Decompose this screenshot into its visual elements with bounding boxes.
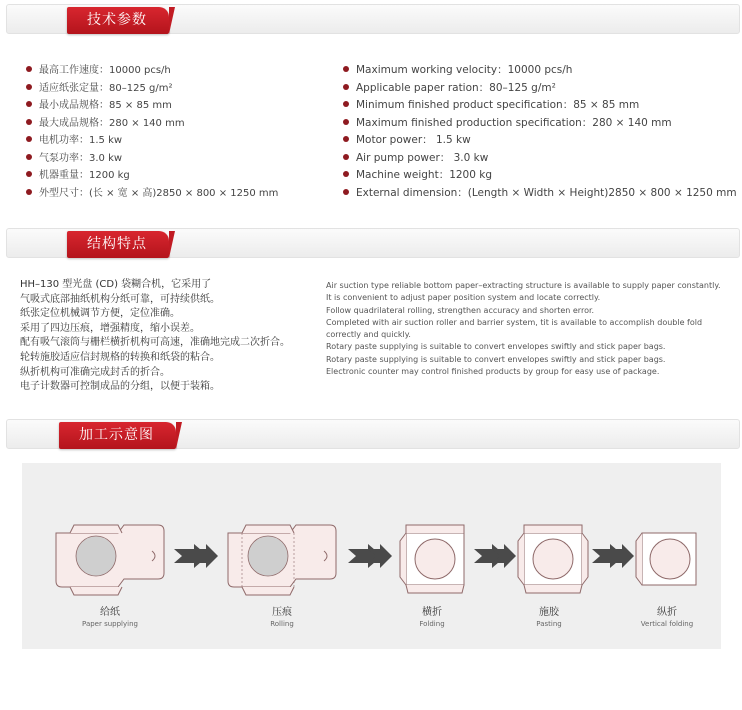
structure-text-en: [326, 280, 734, 378]
structure-en-line: Electronic counter may control finished products by group for easy use of package.: [326, 367, 660, 377]
bullet-icon: [343, 171, 349, 177]
step-label-cn: 施胶: [539, 607, 559, 618]
structure-cn-line: 电子计数器可控制成品的分组，以便于装箱。: [20, 381, 220, 393]
arrow-icon: [174, 544, 218, 568]
spec-en-item: Applicable paper ration：80–125 g/m²: [343, 80, 737, 98]
step-label-en: Pasting: [536, 620, 562, 628]
specs-header-bar: [6, 4, 740, 34]
structure-en-line: It is convenient to adjust paper position system and locate correctly.: [326, 293, 601, 303]
blank-folding: [400, 525, 464, 593]
spec-en-item: Air pump power： 3.0 kw: [343, 150, 737, 168]
step-label-folding: [382, 606, 482, 629]
step-label-en: Folding: [419, 620, 445, 628]
step-label-en: Vertical folding: [640, 620, 694, 628]
bullet-icon: [26, 154, 32, 160]
step-label-paper-supplying: [60, 606, 160, 629]
step-label-en: Rolling: [270, 620, 294, 628]
structure-en-line: Follow quadrilateral rolling, strengthen accuracy and shorten error.: [326, 305, 595, 315]
spec-en-item: Maximum finished production specification：280 × 140 mm: [343, 115, 737, 133]
structure-text-cn: [20, 278, 320, 395]
bullet-icon: [26, 101, 32, 107]
spec-cn-item: 适应纸张定量：80–125 g/m²: [26, 80, 278, 98]
bullet-icon: [343, 101, 349, 107]
arrow-icon: [474, 544, 516, 568]
step-label-cn: 纵折: [657, 607, 677, 618]
step-label-vertical-folding: [617, 606, 717, 629]
structure-en-line: correctly and quickly.: [326, 330, 411, 340]
arrow-icon: [348, 544, 392, 568]
step-label-cn: 给纸: [100, 607, 120, 618]
bullet-icon: [26, 189, 32, 195]
structure-en-line: Rotary paste supplying is suitable to convert envelopes swiftly and stick paper bags.: [326, 354, 666, 364]
spec-cn-item: 机器重量：1200 kg: [26, 167, 278, 185]
spec-en-item: External dimension：(Length × Width × Height)2850 × 800 × 1250 mm: [343, 185, 737, 203]
bullet-icon: [26, 84, 32, 90]
blank-rolling: [228, 525, 336, 595]
structure-en-line: Rotary paste supplying is suitable to convert envelopes swiftly and stick paper bags.: [326, 342, 666, 352]
bullet-icon: [343, 119, 349, 125]
spec-en-item: Motor power： 1.5 kw: [343, 132, 737, 150]
step-label-en: Paper supplying: [82, 620, 138, 628]
structure-cn-line: 轮转施胶适应信封规格的转换和纸袋的粘合。: [20, 351, 220, 363]
step-label-cn: 压痕: [272, 607, 292, 618]
step-label-pasting: [499, 606, 599, 629]
structure-header-bar: [6, 228, 740, 258]
structure-en-line: Air suction type reliable bottom paper–extracting structure is available to supply paper constantly.: [326, 281, 721, 290]
spec-cn-item: 最小成品规格：85 × 85 mm: [26, 97, 278, 115]
bullet-icon: [343, 154, 349, 160]
spec-en-item: Machine weight：1200 kg: [343, 167, 737, 185]
bullet-icon: [343, 189, 349, 195]
bullet-icon: [343, 84, 349, 90]
step-label-cn: 横折: [422, 607, 442, 618]
spec-cn-item: 电机功率：1.5 kw: [26, 132, 278, 150]
specs-section-title: 技术参数: [67, 7, 169, 34]
structure-en-line: Completed with air suction roller and barrier system, tit is available to accomplish double fold: [326, 317, 703, 327]
step-label-rolling: [232, 606, 332, 629]
bullet-icon: [26, 119, 32, 125]
bullet-icon: [343, 136, 349, 142]
structure-cn-line: 采用了四边压痕，增强精度，缩小误差。: [20, 322, 200, 334]
bullet-icon: [343, 66, 349, 72]
bullet-icon: [26, 171, 32, 177]
spec-cn-item: 最高工作速度：10000 pcs/h: [26, 62, 278, 80]
structure-cn-line: 配有吸气滚筒与栅栏横折机构可高速，准确地完成二次折合。: [20, 337, 290, 349]
process-diagram: [22, 463, 721, 649]
process-header-bar: [6, 419, 740, 449]
structure-cn-line: 纸张定位机械调节方便，定位准确。: [20, 308, 180, 320]
structure-section-title: 结构特点: [67, 231, 169, 258]
specs-list-cn: [26, 62, 278, 202]
structure-cn-line: 气吸式底部抽纸机构分纸可靠，可持续供纸。: [20, 293, 220, 305]
arrow-icon: [592, 544, 634, 568]
spec-en-item: Maximum working velocity：10000 pcs/h: [343, 62, 737, 80]
bullet-icon: [26, 136, 32, 142]
structure-cn-line: 纵折机构可准确完成封舌的折合。: [20, 366, 170, 378]
process-section-title: 加工示意图: [59, 422, 176, 449]
blank-pasting: [518, 525, 588, 593]
structure-cn-line: HH–130 型光盘 (CD) 袋糊合机，它采用了: [20, 279, 212, 290]
blank-vertical-folding: [636, 533, 696, 585]
blank-paper-supplying: [56, 525, 164, 595]
bullet-icon: [26, 66, 32, 72]
specs-list-en: [343, 62, 737, 202]
spec-cn-item: 外型尺寸：(长 × 宽 × 高)2850 × 800 × 1250 mm: [26, 185, 278, 203]
spec-cn-item: 气泵功率：3.0 kw: [26, 150, 278, 168]
spec-en-item: Minimum finished product specification：85 × 85 mm: [343, 97, 737, 115]
spec-cn-item: 最大成品规格：280 × 140 mm: [26, 115, 278, 133]
